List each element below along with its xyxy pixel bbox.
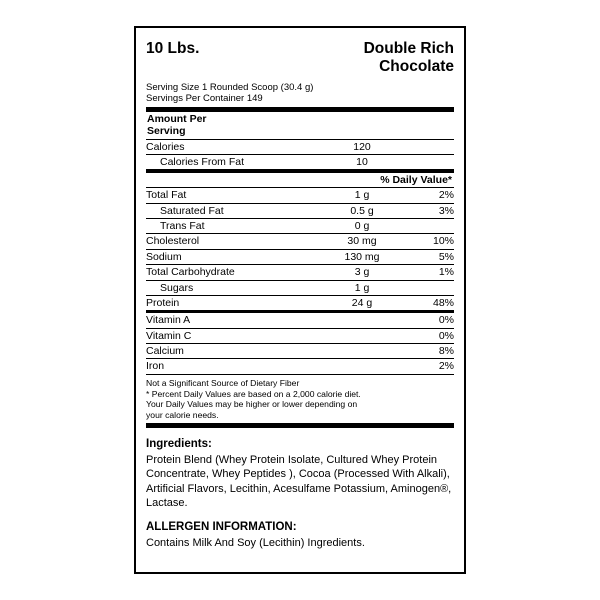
nutrient-amount: 30 mg bbox=[318, 234, 406, 249]
table-row bbox=[146, 328, 454, 343]
nutrient-dv: 10% bbox=[406, 234, 454, 249]
nutrient-name: Calcium bbox=[146, 344, 318, 359]
nutrient-amount: 1 g bbox=[318, 188, 406, 203]
nutrient-amount: 0.5 g bbox=[318, 203, 406, 218]
ingredients-title: Ingredients: bbox=[146, 437, 212, 450]
nutrient-dv: 2% bbox=[406, 359, 454, 374]
nutrient-dv: 3% bbox=[406, 203, 454, 218]
nutrient-dv bbox=[406, 140, 454, 155]
table-row bbox=[146, 344, 454, 359]
nutrient-dv: 0% bbox=[406, 313, 454, 328]
serving-size: Serving Size 1 Rounded Scoop (30.4 g) bbox=[146, 81, 314, 93]
nutrient-amount: 24 g bbox=[351, 296, 373, 309]
daily-value-header: % Daily Value* bbox=[380, 174, 452, 187]
nutrient-amount bbox=[318, 344, 406, 359]
nutrient-name: Calories bbox=[146, 140, 318, 155]
nutrient-dv: 2% bbox=[406, 188, 454, 203]
allergen-text: Contains Milk And Soy (Lecithin) Ingredients. bbox=[146, 536, 365, 549]
nutrient-name: Protein bbox=[146, 296, 180, 309]
nutrient-name: Saturated Fat bbox=[146, 203, 318, 218]
nutrient-dv bbox=[406, 154, 454, 169]
product-flavor-line1: Double Rich bbox=[363, 40, 454, 57]
label-header bbox=[146, 40, 454, 76]
nutrient-name: Vitamin A bbox=[146, 313, 318, 328]
allergen-title: ALLERGEN INFORMATION: bbox=[146, 520, 297, 533]
table-row bbox=[146, 249, 454, 264]
nutrient-name: Sugars bbox=[146, 280, 318, 295]
nutrient-name: Calories From Fat bbox=[146, 154, 318, 169]
nutrient-name: Iron bbox=[146, 359, 318, 374]
nutrient-amount bbox=[318, 313, 406, 328]
nutrient-name: Total Fat bbox=[146, 188, 318, 203]
ingredients-text: Protein Blend (Whey Protein Isolate, Cultured Whey Protein Concentrate, Whey Peptides ), Cocoa (Processed With Alkali), Artificial Flavors, Lecithin, Acesulfame Potassium, Aminogen®, Lactase. bbox=[146, 453, 452, 510]
nutrient-name: Vitamin C bbox=[146, 328, 318, 343]
nutrient-amount: 3 g bbox=[318, 265, 406, 280]
table-row bbox=[146, 234, 454, 249]
nutrition-facts-panel bbox=[134, 26, 466, 574]
amount-per-serving-line2: Serving bbox=[147, 125, 186, 138]
nutrient-amount: 0 g bbox=[318, 219, 406, 234]
nutrient-table-top bbox=[146, 140, 454, 171]
table-row bbox=[146, 219, 454, 234]
nutrient-name: Sodium bbox=[146, 249, 318, 264]
table-row bbox=[146, 203, 454, 218]
serving-info bbox=[146, 82, 454, 105]
nutrient-dv: 48% bbox=[432, 296, 454, 309]
amount-per-serving bbox=[146, 112, 454, 139]
vitamin-table bbox=[146, 313, 454, 375]
footnote-fiber: Not a Significant Source of Dietary Fiber bbox=[146, 377, 300, 388]
table-row bbox=[146, 265, 454, 280]
nutrient-dv bbox=[406, 219, 454, 234]
amount-per-serving-line1: Amount Per bbox=[147, 112, 207, 125]
table-row bbox=[146, 280, 454, 295]
product-flavor-line2: Chocolate bbox=[379, 57, 454, 75]
nutrient-name: Cholesterol bbox=[146, 234, 318, 249]
nutrient-dv: 0% bbox=[406, 328, 454, 343]
servings-per-container: Servings Per Container 149 bbox=[146, 93, 263, 105]
nutrient-table-main bbox=[146, 188, 454, 310]
table-row bbox=[146, 154, 454, 169]
table-row bbox=[146, 359, 454, 374]
nutrient-amount bbox=[318, 328, 406, 343]
divider-thick-bottom bbox=[146, 423, 454, 428]
footnote-dv-line3: your calorie needs. bbox=[146, 409, 219, 420]
nutrient-amount: 120 bbox=[318, 140, 406, 155]
ingredients-section bbox=[146, 438, 454, 551]
nutrient-dv: 5% bbox=[406, 249, 454, 264]
nutrient-dv: 8% bbox=[406, 344, 454, 359]
nutrient-dv: 1% bbox=[406, 265, 454, 280]
footnotes bbox=[146, 378, 454, 421]
product-flavor bbox=[364, 40, 454, 76]
nutrient-name: Trans Fat bbox=[146, 219, 318, 234]
footnote-dv-line1: * Percent Daily Values are based on a 2,000 calorie diet. bbox=[146, 388, 361, 399]
table-row bbox=[146, 313, 454, 328]
nutrient-amount: 1 g bbox=[318, 280, 406, 295]
nutrient-name: Total Carbohydrate bbox=[146, 265, 318, 280]
table-row bbox=[146, 188, 454, 203]
nutrient-amount: 10 bbox=[318, 154, 406, 169]
package-size: 10 Lbs. bbox=[146, 40, 200, 57]
table-row bbox=[146, 295, 454, 310]
nutrient-amount: 130 mg bbox=[318, 249, 406, 264]
footnote-dv-line2: Your Daily Values may be higher or lower depending on bbox=[146, 399, 358, 410]
nutrient-dv bbox=[406, 280, 454, 295]
table-row bbox=[146, 140, 454, 155]
nutrient-amount bbox=[318, 359, 406, 374]
